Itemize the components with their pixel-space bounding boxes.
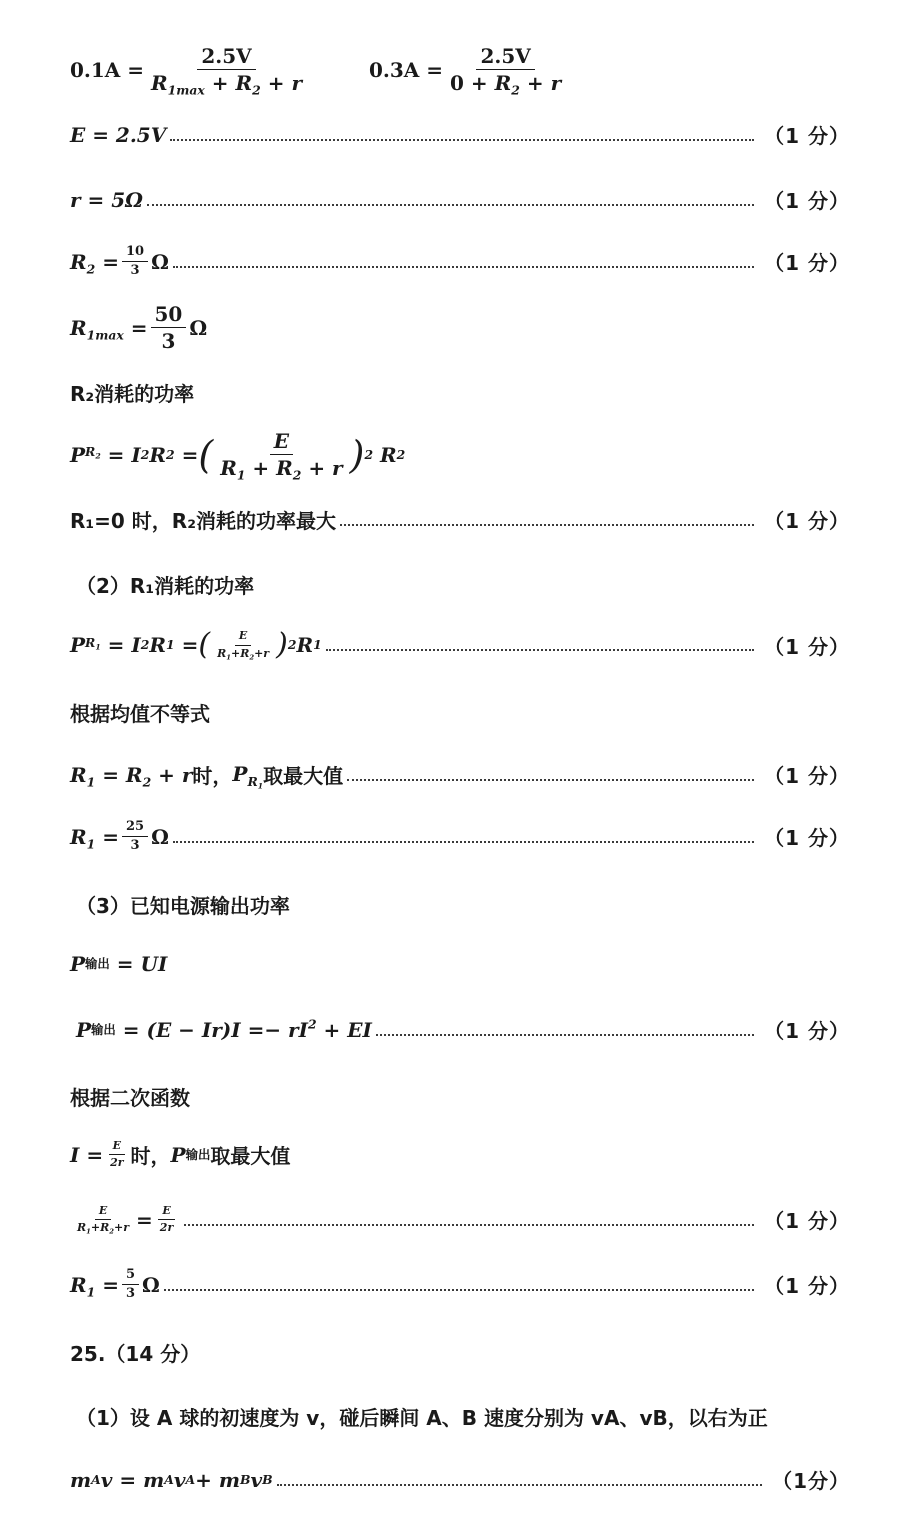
eq-emf-text: E = 2.5V — [70, 122, 167, 147]
denominator: $R_{1max} + R_2 + r$ — [151, 71, 302, 98]
eq-r2-expr: $R_2$ = $\frac{10}{3}$ Ω — [70, 244, 169, 279]
eq-current-condition-expr: I = $\frac{E}{2r}$ 时， P 输出 取最大值 — [70, 1139, 291, 1170]
part2-heading: （2）R₁消耗的功率 — [76, 574, 255, 598]
fraction: $\frac{50}{3}$ — [151, 303, 187, 352]
score-label: （1 分） — [764, 509, 850, 533]
eq-current-condition — [70, 1140, 850, 1169]
dotted-leader — [170, 139, 754, 141]
dotted-leader — [164, 1289, 754, 1291]
dotted-leader — [340, 524, 754, 526]
fraction: $\frac{E}{2r}$ — [110, 1139, 124, 1170]
dotted-leader — [173, 266, 754, 268]
eq-lhs-0-1a: 0.1A = — [70, 57, 145, 82]
eq-current-equations — [70, 44, 850, 98]
eq-ratio-expr: $\frac{E}{R_1+R_2+r}$ = $\frac{E}{2r}$ — [70, 1205, 180, 1234]
dotted-leader — [173, 841, 754, 843]
eq-r1-5-expr: $R_1$ = $\frac{5}{3}$ Ω — [70, 1267, 160, 1302]
dotted-leader — [347, 779, 754, 781]
r2-power-heading: R₂消耗的功率 — [70, 382, 195, 406]
fraction: $\frac{E}{2r}$ — [159, 1204, 174, 1235]
mean-inequality-heading: 根据均值不等式 — [70, 702, 210, 726]
eq-current-0-1a — [70, 44, 309, 98]
eq-output-quadratic-expr: P 输出 = $(E - Ir)I =- rI^2$ + EI — [76, 1015, 372, 1042]
eq-r1-5 — [70, 1268, 850, 1302]
eq-r1-25 — [70, 820, 850, 854]
fraction: $\frac{10}{3}$ — [122, 245, 148, 279]
eq-lhs-0-3a: 0.3A = — [369, 57, 444, 82]
eq-r1-condition-expr: $R_1 = R_2 + r$ 时， $P_{R_1}$ 取最大值 — [70, 762, 344, 791]
score-label: （1 分） — [764, 826, 850, 851]
eq-r2-power-expr: P $R_2$ = I 2 R 2 = ( $\frac{E}{R_1 + R_2 + r}$ ) 2 R 2 — [70, 429, 406, 483]
eq-r-text: r = 5Ω — [70, 187, 143, 212]
score-label: （1分） — [772, 1469, 850, 1493]
numerator: 2.5V — [197, 45, 255, 70]
eq-r1max-expr: $R_{1max}$ = $\frac{50}{3}$ Ω — [70, 302, 208, 353]
eq-output-power — [70, 952, 850, 976]
score-label: （1 分） — [764, 634, 850, 659]
fraction — [147, 44, 306, 98]
dotted-leader — [147, 204, 754, 206]
part3-heading: （3）已知电源输出功率 — [76, 894, 290, 918]
score-label: （1 分） — [764, 189, 850, 213]
score-label: （1 分） — [764, 764, 850, 788]
eq-output-quadratic — [76, 1015, 850, 1044]
eq-momentum — [70, 1465, 850, 1494]
dotted-leader — [277, 1484, 762, 1486]
fraction: $\frac{E}{R_1+R_2+r}$ — [77, 1204, 130, 1236]
eq-r1-25-expr: $R_1$ = $\frac{25}{3}$ Ω — [70, 819, 169, 854]
score-label: （1 分） — [764, 1019, 850, 1043]
score-label: （1 分） — [764, 1209, 850, 1234]
eq-r2-power — [70, 429, 850, 483]
dotted-leader — [376, 1034, 754, 1036]
eq-current-0-3a — [369, 44, 568, 98]
eq-r1-power — [70, 627, 850, 662]
eq-internal-resistance — [70, 185, 850, 214]
fraction: $\frac{5}{3}$ — [122, 1268, 139, 1302]
r1-zero-condition: R₁=0 时，R₂消耗的功率最大 （1 分） — [70, 505, 850, 534]
eq-r2-value — [70, 245, 850, 279]
question-25-part1: （1）设 A 球的初速度为 v，碰后瞬间 A、B 速度分别为 vA、vB，以右为正 — [76, 1406, 768, 1430]
eq-emf — [70, 120, 850, 149]
eq-momentum-expr: m A v = m A v A + m B v B — [70, 1467, 273, 1492]
quadratic-heading: 根据二次函数 — [70, 1086, 190, 1110]
question-25-heading: 25.（14 分） — [70, 1342, 201, 1366]
score-label: （1 分） — [764, 124, 850, 148]
denominator: $0 + R_2 + r$ — [450, 71, 562, 98]
fraction — [446, 44, 565, 98]
score-label: （1 分） — [764, 1274, 850, 1299]
eq-ratio — [70, 1205, 850, 1234]
numerator: 2.5V — [476, 45, 534, 70]
eq-r1-power-expr: P $R_1$ = I 2 R 1 = ( $\frac{E}{R_1+R_2+r}$ ) 2 R 1 — [70, 627, 322, 662]
eq-r1-condition — [70, 760, 850, 789]
fraction: $\frac{E}{R_1+R_2+r}$ — [217, 629, 270, 661]
dotted-leader — [326, 649, 754, 651]
eq-output-power-expr: P 输出 = UI — [70, 952, 168, 976]
score-label: （1 分） — [764, 251, 850, 276]
eq-r1max-value — [70, 303, 850, 352]
dotted-leader — [184, 1224, 754, 1226]
fraction: $\frac{25}{3}$ — [122, 820, 148, 854]
fraction: $\frac{E}{R_1 + R_2 + r}$ — [220, 429, 343, 483]
